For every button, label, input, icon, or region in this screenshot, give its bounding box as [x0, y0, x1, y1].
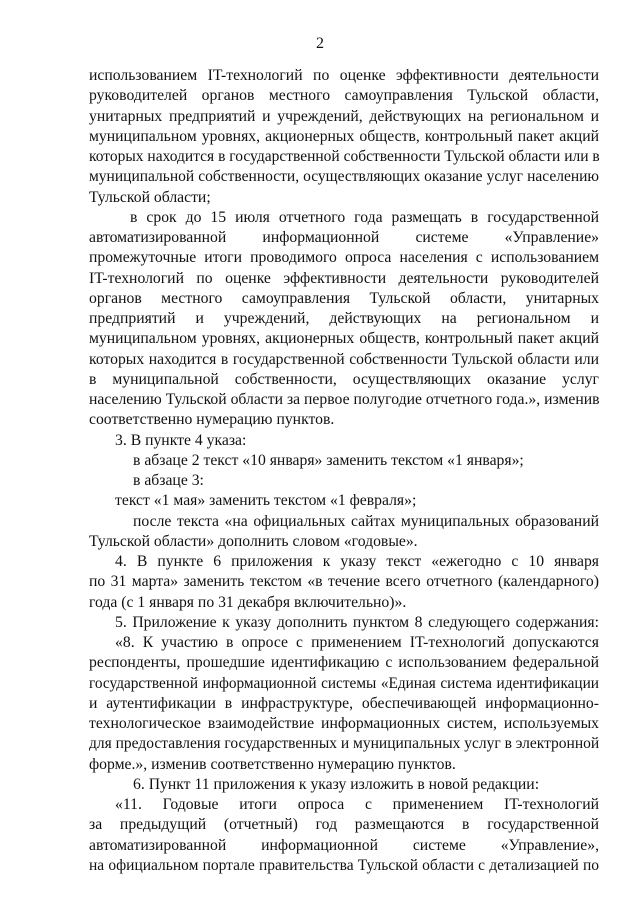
text-line: населению Тульской области за первое полугодие отчетного года.», изменив	[89, 391, 600, 408]
text-line: в абзаце 3:	[133, 472, 204, 489]
text-line: форме.», изменив соответственно нумерацию пунктов.	[89, 755, 456, 773]
text-line: автоматизированной информационной системе «Управление»	[89, 229, 599, 246]
text-line: которых находится в государственной собственности Тульской области или	[89, 350, 599, 368]
text-line: муниципальном уровнях, акционерных обществ, контрольный пакет акций	[89, 127, 599, 145]
text-line: в муниципальной собственности, осуществляющих оказание услуг	[89, 370, 599, 388]
text-line: промежуточные итоги проводимого опроса населения с использованием	[89, 249, 599, 267]
text-line: респонденты, прошедшие идентификацию с использованием федеральной	[89, 654, 599, 672]
text-line: «11. Годовые итоги опроса с применением IT-технологий	[115, 796, 599, 813]
text-line: соответственно нумерацию пунктов.	[89, 411, 335, 429]
text-line: после текста «на официальных сайтах муниципальных образований	[133, 512, 599, 530]
text-line: «8. К участию в опросе с применением IT-технологий допускаются	[115, 634, 599, 651]
text-line: муниципальном уровнях, акционерных обществ, контрольный пакет акций	[89, 330, 599, 348]
text-line: в абзаце 2 текст «10 января» заменить текстом «1 января»;	[133, 451, 524, 469]
text-line: за предыдущий (отчетный) год размещаются в государственной	[89, 816, 599, 834]
text-line: Тульской области;	[89, 188, 211, 206]
text-line: текст «1 мая» заменить текстом «1 февраля»;	[115, 492, 417, 510]
text-line: муниципальной собственности, осуществляющих оказание услуг населению	[89, 168, 599, 186]
text-line: на официальном портале правительства Тульской области с детализацией по	[89, 856, 599, 874]
text-line: в срок до 15 июля отчетного года размещать в государственной	[130, 208, 599, 226]
text-line: по 31 марта» заменить текстом «в течение всего отчетного (календарного)	[89, 573, 599, 591]
text-line: которых находится в государственной собственности Тульской области или в	[89, 148, 600, 165]
text-line: государственной информационной системы «Единая система идентификации	[89, 674, 599, 692]
text-line: 6. Пункт 11 приложения к указу изложить в новой редакции:	[133, 775, 540, 793]
text-line: Тульской области» дополнить словом «годовые».	[89, 532, 418, 550]
text-line: технологическое взаимодействие информационных систем, используемых	[89, 715, 599, 732]
page-number: 2	[316, 35, 324, 52]
text-line: года (с 1 января по 31 декабря включительно)».	[89, 593, 407, 611]
text-line: автоматизированной информационной системе «Управление»,	[89, 836, 599, 854]
text-line: использованием IT-технологий по оценке эффективности деятельности	[89, 67, 599, 84]
text-line: для предоставления государственных и муниципальных услуг в электронной	[89, 735, 600, 753]
text-line: предприятий и учреждений, действующих на региональном и	[89, 310, 599, 327]
document-body	[89, 66, 599, 876]
text-line: унитарных предприятий и учреждений, действующих на региональном и	[89, 107, 599, 125]
text-line: 5. Приложение к указу дополнить пунктом 8 следующего содержания:	[115, 613, 599, 631]
text-line: и аутентификации в инфраструктуре, обеспечивающей информационно-	[89, 694, 599, 712]
text-line: IT-технологий по оценке эффективности деятельности руководителей	[89, 269, 599, 287]
text-line: 3. В пункте 4 указа:	[115, 431, 247, 449]
text-line: руководителей органов местного самоуправления Тульской области,	[89, 87, 599, 105]
text-line: органов местного самоуправления Тульской области, унитарных	[89, 289, 599, 307]
text-line: 4. В пункте 6 приложения к указу текст «ежегодно с 10 января	[115, 553, 599, 570]
